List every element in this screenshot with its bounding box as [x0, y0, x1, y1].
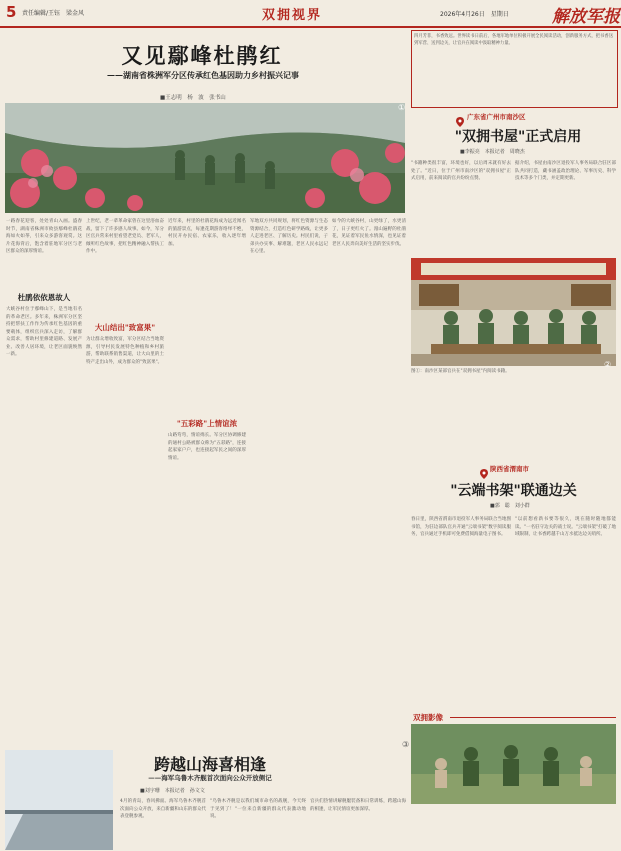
article4-col1-text: 4月的青岛，春风拂面。海军乌鲁木齐舰首次面向公众开放，来自新疆和山东的群众代表登舰参观。 — [120, 799, 206, 819]
article1-subhead-2: 大山结出"致富果" — [94, 323, 156, 332]
article1-col1-text: 一路春花迎客，处处青山入画。盛春时节，湖南省株洲市攸县鄢峰杜鹃花海如火如荼，引来众多游客观赏。这片花海背后，饱含着驻地军分区与老区群众的深厚情谊。 — [6, 219, 82, 254]
article1-photo — [5, 103, 405, 213]
article3-title: "云端书架"联通边关 — [450, 483, 577, 499]
article1-subhead-1: 杜鹃依依恩故人 — [17, 293, 71, 302]
article1-subhead-3: "五彩路"上情谊浓 — [176, 419, 238, 428]
article2-col2-text: 据介绍，书屋由南沙区退役军人事务局联合驻区部队共同打造，藏书涵盖政治理论、军事历史、科学技术等多个门类，并定期更新。 — [515, 161, 616, 181]
location-pin-icon — [456, 112, 464, 122]
article4-col3-text: 官兵们热情讲解舰艇装备和日常训练，跨越山海的相逢，让军民情谊更加深厚。 — [310, 799, 406, 812]
photo-marker-2: ② — [604, 360, 612, 369]
editors-line: 责任编辑/王钰 梁金风 — [22, 10, 85, 17]
article2-photo-caption: 图①：南沙区某部官兵在"双拥书屋"内阅读书籍。 — [411, 369, 510, 374]
photo-section-rule — [450, 717, 616, 718]
newspaper-logo: 解放军报 — [552, 7, 620, 27]
photo-section-image — [411, 724, 616, 804]
article2-col1-text: "书籍种类很丰富，环境也好，以后周末就有好去处了。"近日，位于广州市南沙区的"双拥书屋"正式启用，前来阅读的官兵纷纷点赞。 — [411, 161, 511, 181]
article1-title: 又见鄢峰杜鹃红 — [121, 43, 283, 68]
article4-col2-text: "乌鲁木齐舰是以我们城市命名的战舰，今天终于见到了！"一位来自新疆的群众代表激动地说。 — [210, 799, 306, 819]
issue-date: 2026年4月26日 星期日 — [440, 11, 509, 18]
article2-photo — [411, 258, 616, 366]
article1-subtitle: ——湖南省株洲军分区传承红色基因助力乡村振兴记事 — [107, 70, 299, 80]
article2-region: 广东省广州市南沙区 — [467, 113, 526, 121]
article3-col2-text: "以前想看新书要等很久，现在随时随地都能读。"一名驻守边关的战士说。"云端书架"打破了地域限制，让书香跨越千山万水抵达边关哨所。 — [515, 517, 616, 537]
article1-col2-text2: 为让群众增收致富，军分区结合当地资源，引导村民发展特色种植和乡村旅游，帮助联系销售渠道，让大山里的土特产走出山外，成为群众的"致富果"。 — [86, 337, 164, 365]
article1-byline: ■王志明 杨 波 张书山 — [160, 95, 226, 101]
section-title: 双拥视界 — [262, 8, 323, 23]
article4-photo — [5, 750, 113, 850]
article3-byline: ■郭 聪 刘小群 — [490, 503, 530, 509]
article3-col1-text: 春日里，陕西省渭南市退役军人事务局联合当地图书馆，为驻边部队官兵开通"云端书架"数字阅读服务，官兵通过手机即可免费借阅海量电子图书。 — [411, 517, 511, 537]
article4-title: 跨越山海喜相逢 — [153, 755, 266, 774]
article4-subtitle: ——海军乌鲁木齐舰首次面向公众开放侧记 — [148, 774, 272, 782]
article1-col5-text: 如今的大峡谷村，山更绿了，水更清了，日子更红火了。漫山遍野的杜鹃花，见证着军民鱼水情深，也见证着老区人民奔向美好生活的坚实步伐。 — [332, 219, 406, 247]
photo-section-caption — [411, 808, 616, 838]
photo-marker-1: ① — [398, 103, 406, 112]
article2-byline: ■李振亮 本报记者 周晓杰 — [460, 149, 525, 155]
page-number: 5 — [6, 3, 17, 21]
right-intro-text: 四月芳菲，书香致远。世界读书日前后，各地军地单位积极开展全民阅读活动，创新服务方式，把书香送到军营、送到边关，让官兵在阅读中汲取精神力量。 — [414, 34, 613, 46]
location-pin-icon — [480, 464, 488, 474]
photo-section-label: 双拥影像 — [413, 713, 443, 722]
article1-col3-text2: 山路弯弯，情谊绵长。军分区协调修建的通村公路被群众称为"五彩路"，连接起家家户户，也连接起军民之间的深厚情谊。 — [168, 433, 246, 461]
photo-marker-3: ③ — [402, 740, 410, 749]
article1-col4-text: 军地双方共同规划，将红色资源与生态资源结合，打造红色研学路线，让更多人走进老区、了解历史。村民们说，子弟兵办实事、解难题，老区人民永远记在心里。 — [250, 219, 328, 254]
article2-title: "双拥书屋"正式启用 — [454, 129, 582, 145]
article3-region: 陕西省渭南市 — [490, 465, 529, 473]
article1-col1-text2: 大峡谷村位于鄢峰山下，是当地有名的革命老区。多年来，株洲军分区坚持把帮扶工作作为传承红色基因的重要载体，组织官兵深入走访，了解群众需求，帮助村里修建道路、发展产业、改善人居环境，让老区面貌焕然一新。 — [6, 307, 82, 357]
article1-col2-text: 上世纪，老一辈革命家曾在这里浴血奋战，留下了许多感人故事。如今，军分区官兵常来村里看望老党员、老军人，倾听红色故事，把红色精神融入帮扶工作中。 — [86, 219, 164, 254]
article1-col3-text: 近年来，村里的杜鹃花海成为远近闻名的旅游景点，每逢花期游客络绎不绝，村民开办民宿、农家乐，收入逐年增加。 — [168, 219, 246, 247]
article4-byline: ■刘宇珊 本报记者 孙文文 — [140, 788, 205, 794]
